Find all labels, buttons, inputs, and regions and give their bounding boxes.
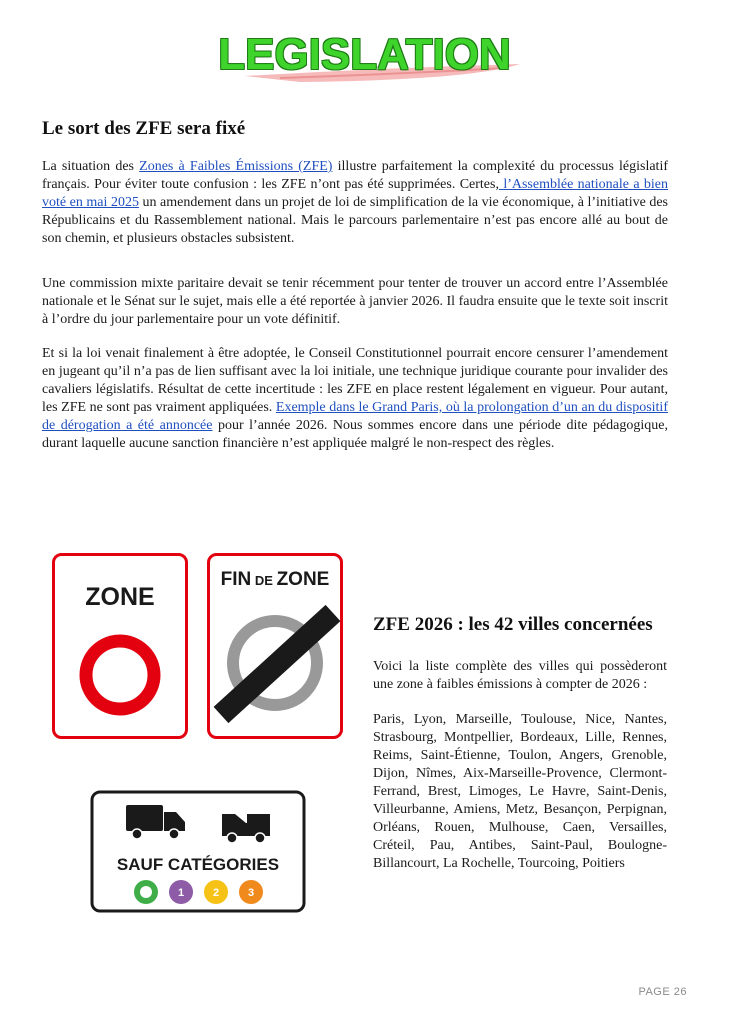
link-grand-paris[interactable]: Exemple dans le Grand Paris, où la prolongation d’un an du dispositif de dérogation a été annoncée <box>42 400 668 433</box>
zone-sign-label: ZONE <box>85 583 155 611</box>
cities-intro: Voici la liste complète des villes qui possèderont une zone à faibles émissions à compter de 2026 : <box>373 659 667 692</box>
zone-start-sign <box>52 553 188 739</box>
zone-end-sign <box>207 553 343 739</box>
svg-text:2: 2 <box>212 887 220 899</box>
page-number: PAGE 26 <box>638 986 687 998</box>
exception-categories-sign <box>90 790 306 913</box>
link-zfe[interactable]: Zones à Faibles Émissions (ZFE) <box>139 159 333 174</box>
paragraph-3: Et si la loi venait finalement à être adoptée, le Conseil Constitutionnel pourrait encore censurer l’amendement en jugeant qu’il n’a pas de lien suffisant avec la loi initiale, une technique juridique courante pour invalider des cavaliers législatifs. Résultat de cette incertitude : les ZFE en place restent légalement en vigueur. Pour autant, les ZFE ne sont pas vraiment appliquées. Exemple dans le Grand Paris, où la prolongation d’un an du dispositif de dérogation a été annoncée pour l’année 2026. Nous sommes encore dans une période dite pédagogique, durant laquelle aucune sanction financière n’est appliquée malgré le non-respect des règles. <box>42 346 668 451</box>
critair-3-badge <box>239 880 263 904</box>
end-zone-label: FIN DE ZONE <box>220 569 330 590</box>
svg-text:1: 1 <box>177 887 185 899</box>
critair-green-badge <box>134 880 158 904</box>
cities-list: Paris, Lyon, Marseille, Toulouse, Nice, Nantes, Strasbourg, Montpellier, Bordeaux, Lille, Rennes, Reims, Saint-Étienne, Toulon, Angers, Grenoble, Dijon, Nîmes, Aix-Marseille-Provence, Clermont-Ferrand, Brest, Limoges, Le Havre, Saint-Denis, Villeurbanne, Amiens, Metz, Besançon, Perpignan, Orléans, Rouen, Mulhouse, Caen, Versailles, Créteil, Pau, Antibes, Saint-Paul, Boulogne-Billancourt, La Rochelle, Tourcoing, Poitiers <box>373 712 667 871</box>
link-assemblee-vote[interactable]: l’Assemblée nationale a bien voté en mai 2025 <box>42 177 668 210</box>
critair-2-badge <box>204 880 228 904</box>
article-title: Le sort des ZFE sera fixé <box>42 118 246 139</box>
page-title: LEGISLATION <box>218 30 511 79</box>
critair-1-badge <box>169 880 193 904</box>
svg-text:3: 3 <box>247 887 255 899</box>
cities-title: ZFE 2026 : les 42 villes concernées <box>373 614 653 635</box>
paragraph-1: La situation des Zones à Faibles Émissions (ZFE) illustre parfaitement la complexité du processus législatif français. Pour éviter toute confusion : les ZFE n’ont pas été supprimées. Certes, l’Assemblée nationale a bien voté en mai 2025 un amendement dans un projet de loi de simplification de la vie économique, à l’initiative des Républicains et du Rassemblement national. Mais le parcours parlementaire n’est pas encore allé au bout de son chemin, et plusieurs obstacles subsistent. <box>42 159 669 246</box>
header-banner <box>0 28 729 88</box>
paragraph-2: Une commission mixte paritaire devait se tenir récemment pour tenter de trouver un accord entre l’Assemblée nationale et le Sénat sur le sujet, mais elle a été reportée à janvier 2026. Il faudra ensuite que le texte soit inscrit à l’ordre du jour parlementaire pour un vote définitif. <box>42 276 668 327</box>
sauf-categories-label: SAUF CATÉGORIES <box>116 855 280 874</box>
